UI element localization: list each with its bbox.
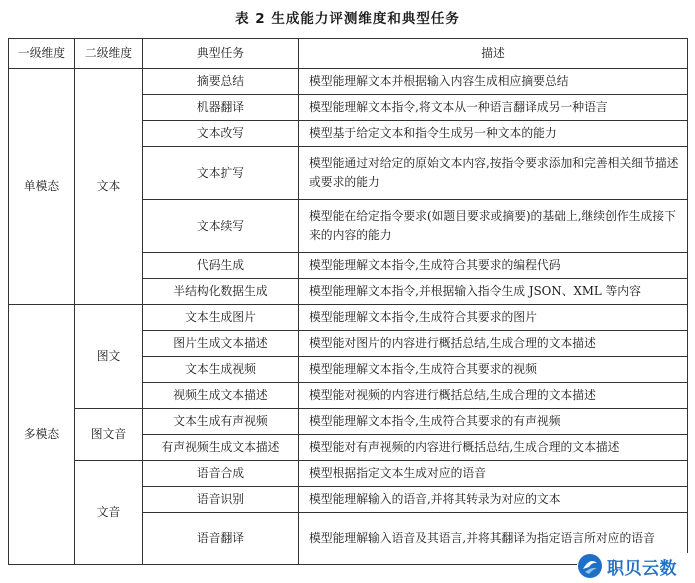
watermark-text: 职贝云数 [607, 558, 677, 579]
description-cell: 模型能在给定指令要求(如题目要求或摘要)的基础上,继续创作生成接下来的内容的能力 [299, 200, 688, 253]
task-cell: 有声视频生成文本描述 [143, 435, 299, 461]
description-cell: 模型能对图片的内容进行概括总结,生成合理的文本描述 [299, 331, 688, 357]
task-cell: 文本扩写 [143, 147, 299, 200]
level2-text: 文本 [75, 69, 143, 305]
description-cell: 模型能理解文本指令,并根据输入指令生成 JSON、XML 等内容 [299, 279, 688, 305]
description-cell: 模型基于给定文本和指令生成另一种文本的能力 [299, 121, 688, 147]
brand-logo-icon [577, 553, 603, 579]
task-cell: 视频生成文本描述 [143, 383, 299, 409]
task-cell: 摘要总结 [143, 69, 299, 95]
level1-multi-modal: 多模态 [9, 305, 75, 565]
task-cell: 语音翻译 [143, 513, 299, 565]
task-cell: 图片生成文本描述 [143, 331, 299, 357]
task-cell: 代码生成 [143, 253, 299, 279]
task-cell: 语音合成 [143, 461, 299, 487]
level2-image-text-audio: 图文音 [75, 409, 143, 461]
table-row [9, 461, 688, 487]
level2-audio-text: 文音 [75, 461, 143, 565]
table-caption: 表 2 生成能力评测维度和典型任务 [235, 11, 460, 27]
header-row [9, 39, 688, 69]
task-cell: 文本改写 [143, 121, 299, 147]
task-cell: 文本生成视频 [143, 357, 299, 383]
task-cell: 文本续写 [143, 200, 299, 253]
task-cell: 机器翻译 [143, 95, 299, 121]
description-cell: 模型能理解文本指令,生成符合其要求的编程代码 [299, 253, 688, 279]
description-cell: 模型能理解文本指令,生成符合其要求的视频 [299, 357, 688, 383]
table-row [9, 69, 688, 95]
description-cell: 模型根据指定文本生成对应的语音 [299, 461, 688, 487]
description-cell: 模型能理解文本并根据输入内容生成相应摘要总结 [299, 69, 688, 95]
description-cell: 模型能理解输入语音及其语言,并将其翻译为指定语言所对应的语音 [299, 513, 688, 565]
description-cell: 模型能对有声视频的内容进行概括总结,生成合理的文本描述 [299, 435, 688, 461]
task-cell: 语音识别 [143, 487, 299, 513]
header-level2: 二级维度 [75, 39, 143, 69]
header-description: 描述 [299, 39, 688, 69]
table-row [9, 305, 688, 331]
description-cell: 模型能理解文本指令,生成符合其要求的有声视频 [299, 409, 688, 435]
watermark [577, 553, 689, 579]
level2-image-text: 图文 [75, 305, 143, 409]
evaluation-table [8, 38, 688, 565]
header-level1: 一级维度 [9, 39, 75, 69]
description-cell: 模型能通过对给定的原始文本内容,按指令要求添加和完善相关细节描述或要求的能力 [299, 147, 688, 200]
level1-single-modal: 单模态 [9, 69, 75, 305]
description-cell: 模型能理解输入的语音,并将其转录为对应的文本 [299, 487, 688, 513]
header-task: 典型任务 [143, 39, 299, 69]
description-cell: 模型能理解文本指令,生成符合其要求的图片 [299, 305, 688, 331]
description-cell: 模型能理解文本指令,将文本从一种语言翻译成另一种语言 [299, 95, 688, 121]
task-cell: 文本生成图片 [143, 305, 299, 331]
task-cell: 半结构化数据生成 [143, 279, 299, 305]
table-row [9, 409, 688, 435]
task-cell: 文本生成有声视频 [143, 409, 299, 435]
description-cell: 模型能对视频的内容进行概括总结,生成合理的文本描述 [299, 383, 688, 409]
